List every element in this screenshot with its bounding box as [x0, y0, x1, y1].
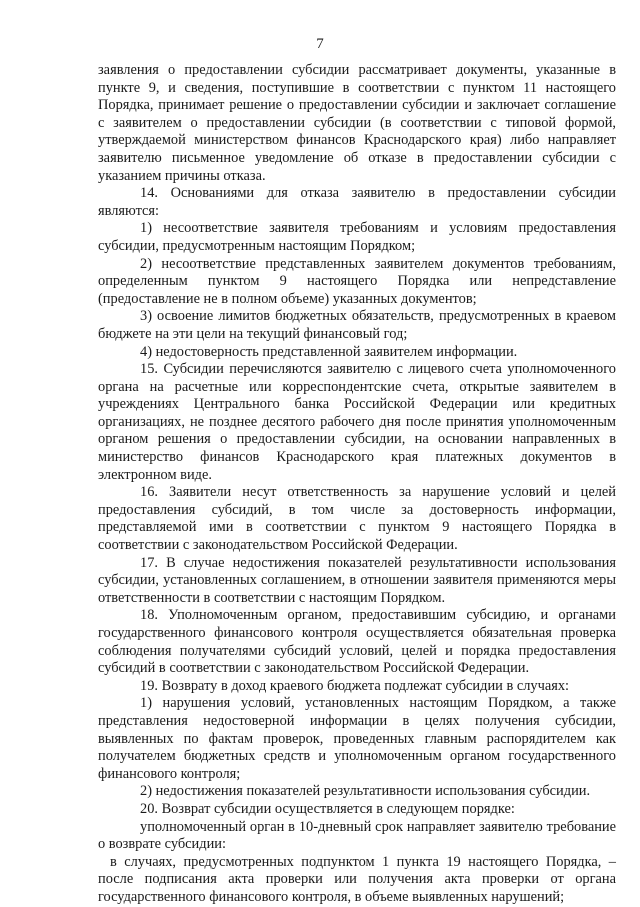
paragraph-item-16: 16. Заявители несут ответственность за нарушение условий и целей предоставления субсидий, в том числе за достоверность информации, представляемой ими в соответствии с пунктом 9 настоящего Порядка в соответствии с законодательством Российской Федерации. [98, 484, 616, 554]
paragraph-item-19-2: 2) недостижения показателей результативности использования субсидии. [140, 783, 591, 800]
paragraph-item-14-1: 1) несоответствие заявителя требованиям и условиям предоставления субсидии, предусмотренным настоящим Порядком; [98, 220, 616, 254]
paragraph-item-14-4: 4) недостоверность представленной заявителем информации. [140, 343, 518, 360]
paragraph-item-18: 18. Уполномоченным органом, предоставившим субсидию, и органами государственного финансового контроля осуществляется обязательная проверка соблюдения получателями субсидий условий, целей и порядка предоставления субсидий в соответствии с законодательством Российской Федерации. [98, 607, 616, 677]
paragraph-item-14-3: 3) освоение лимитов бюджетных обязательств, предусмотренных в краевом бюджете на эти цели на текущий финансовый год; [98, 308, 616, 342]
paragraph-item-20: 20. Возврат субсидии осуществляется в следующем порядке: [140, 800, 515, 817]
paragraph-item-20-case: в случаях, предусмотренных подпунктом 1 пункта 19 настоящего Порядка, – после подписания акта проверки или получения акта проверки от органа государственного финансового контроля, в объеме выявленных нарушений; [98, 853, 616, 905]
paragraph-item-17: 17. В случае недостижения показателей результативности использования субсидии, установленных соглашением, в отношении заявителя применяются меры ответственности в соответствии с настоящим Порядком. [98, 554, 616, 606]
paragraph-item-14-2: 2) несоответствие представленных заявителем документов требованиям, определенным пунктом 9 настоящего Порядка или непредставление (предоставление не в полном объеме) указанных документов; [98, 255, 616, 307]
page-number: 7 [316, 36, 324, 52]
paragraph-continuation: заявления о предоставлении субсидии рассматривает документы, указанные в пункте 9, и сведения, поступившие в соответствии с пунктом 11 настоящего Порядка, принимает решение о предоставлении субсидии и заключает соглашение с заявителем о предоставлении субсидии (в соответствии с типовой формой, утверждаемой министерством финансов Краснодарского края) либо направляет заявителю письменное уведомление об отказе в предоставлении субсидии с указанием причины отказа. [98, 62, 616, 184]
document-body [98, 62, 616, 907]
paragraph-item-14: 14. Основаниями для отказа заявителю в предоставлении субсидии являются: [98, 185, 616, 219]
paragraph-item-19-1: 1) нарушения условий, установленных настоящим Порядком, а также представления недостоверной информации в целях получения субсидии, выявленных по фактам проверок, проведенных главным распорядителем как получателем бюджетных средств и уполномоченным органом государственного финансового контроля; [98, 695, 616, 782]
paragraph-item-19: 19. Возврату в доход краевого бюджета подлежат субсидии в случаях: [140, 677, 570, 694]
paragraph-item-15: 15. Субсидии перечисляются заявителю с лицевого счета уполномоченного органа на расчетные или корреспондентские счета, открытые заявителем в учреждениях Центрального банка Российской Федерации или кредитных организациях, не позднее десятого рабочего дня после принятия уполномоченным органом решения о предоставлении субсидии, на основании направленных в министерство финансов Краснодарского края платежных документов в электронном виде. [98, 361, 616, 483]
paragraph-item-20-intro: уполномоченный орган в 10-дневный срок направляет заявителю требование о возврате субсидии: [98, 818, 616, 853]
